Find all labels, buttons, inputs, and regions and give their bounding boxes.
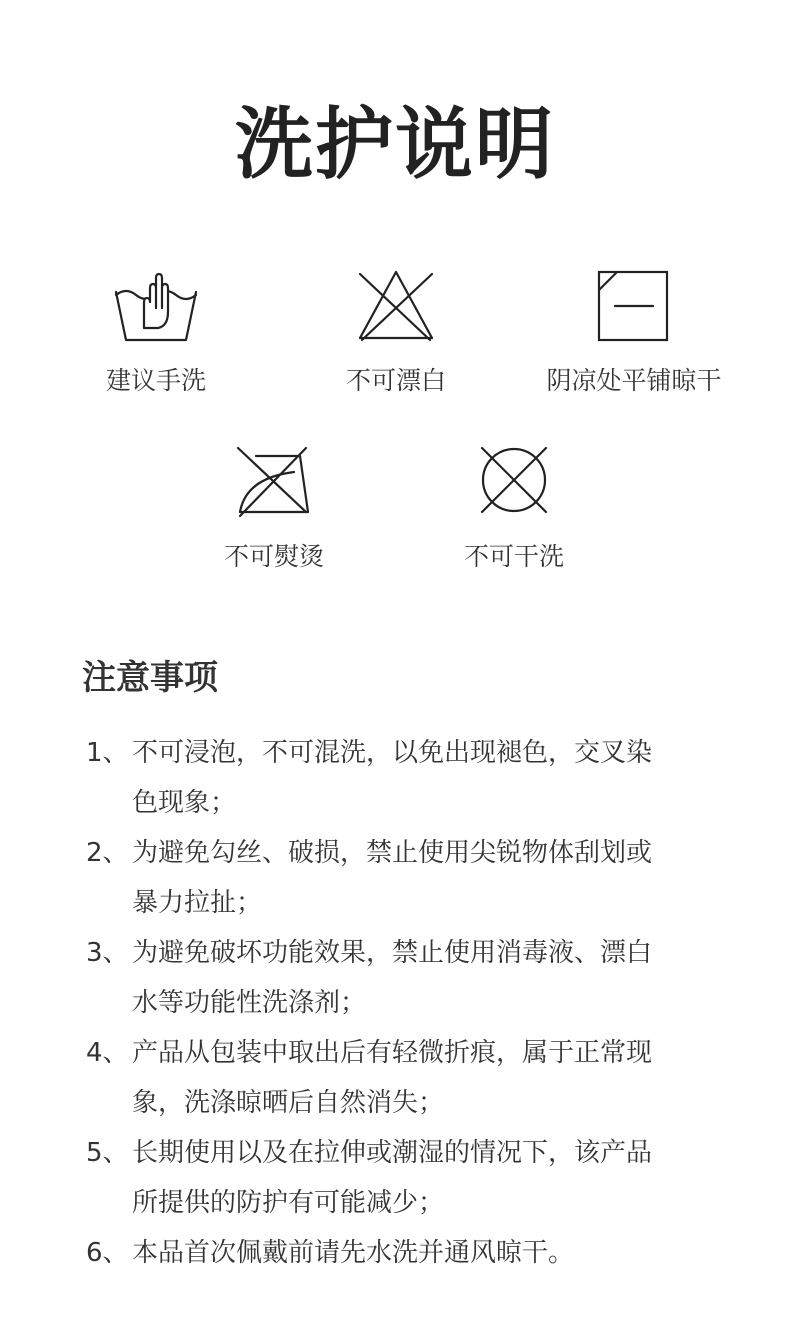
notes-list	[86, 728, 726, 1278]
note-item: 2、 为避免勾丝、破损，禁止使用尖锐物体刮划或 暴力拉扯；	[86, 838, 653, 918]
note-item: 5、 长期使用以及在拉伸或潮湿的情况下，该产品 所提供的防护有可能减少；	[86, 1138, 653, 1218]
hand-wash-icon	[114, 268, 198, 342]
care-symbol-no-dry-clean	[394, 442, 634, 572]
note-item: 6、 本品首次佩戴前请先水洗并通风晾干。	[86, 1238, 575, 1268]
symbol-label: 不可漂白	[345, 366, 446, 395]
note-item: 1、 不可浸泡，不可混洗，以免出现褪色，交叉染 色现象；	[86, 738, 653, 818]
symbol-label: 不可干洗	[463, 542, 564, 571]
care-symbol-dry-flat	[514, 268, 754, 396]
symbol-label: 阴凉处平铺晾干	[546, 366, 722, 395]
care-symbol-hand-wash	[36, 268, 276, 396]
care-symbol-no-bleach	[276, 268, 516, 396]
no-bleach-icon	[356, 268, 436, 342]
notes-heading: 注意事项	[82, 658, 218, 698]
care-symbol-no-iron	[154, 442, 394, 572]
no-iron-icon	[236, 442, 312, 518]
note-item: 4、 产品从包装中取出后有轻微折痕，属于正常现 象，洗涤晾晒后自然消失；	[86, 1038, 653, 1118]
dry-flat-shade-icon	[597, 268, 671, 342]
symbol-label: 建议手洗	[105, 366, 206, 395]
page-title: 洗护说明	[234, 100, 555, 190]
note-item: 3、 为避免破坏功能效果，禁止使用消毒液、漂白 水等功能性洗涤剂；	[86, 938, 653, 1018]
no-dry-clean-icon	[476, 442, 552, 518]
symbol-label: 不可熨烫	[223, 542, 324, 571]
